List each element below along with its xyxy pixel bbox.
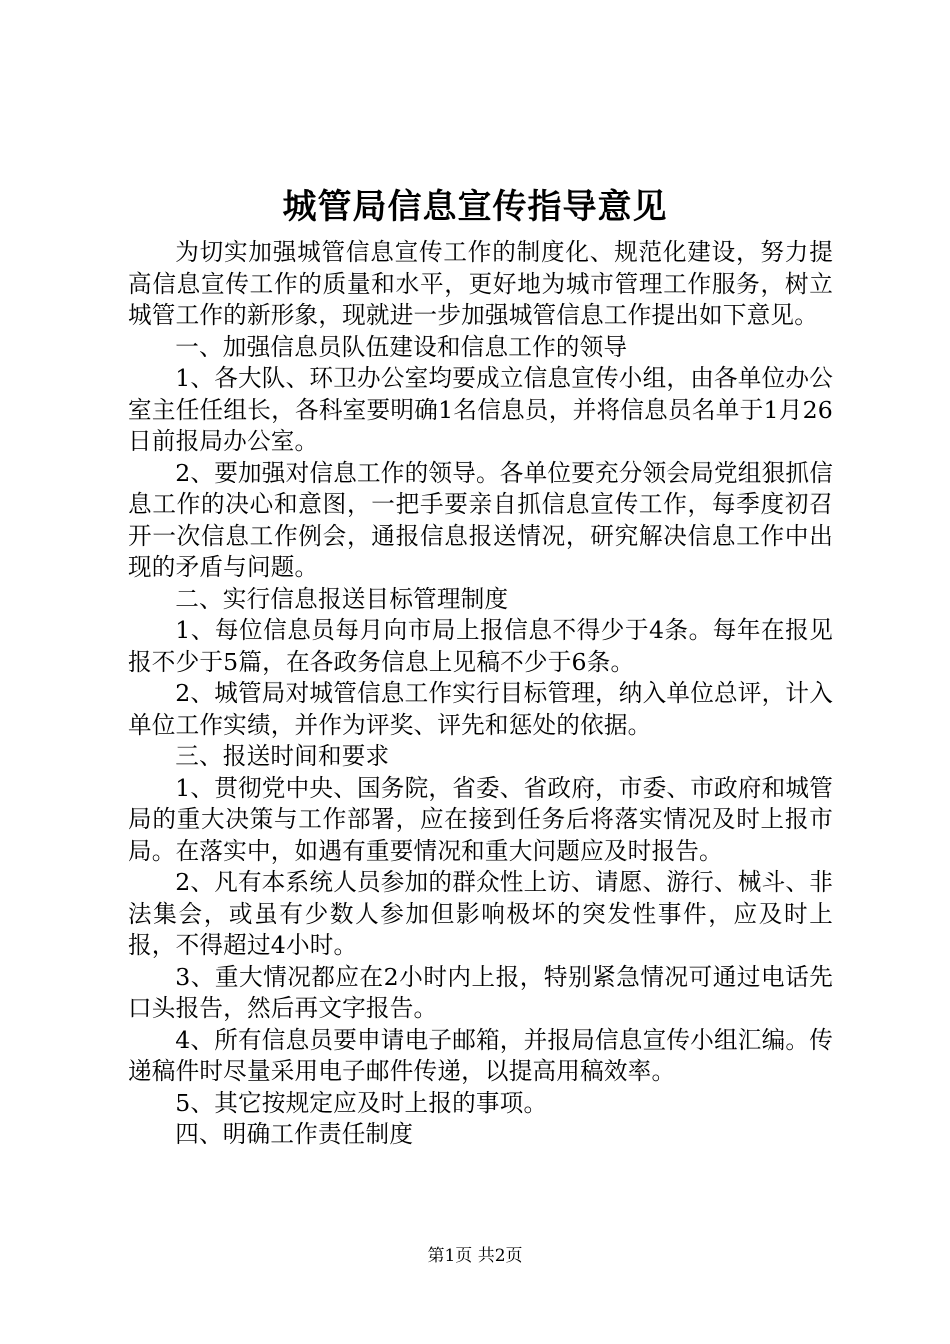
document-body — [128, 237, 833, 1151]
paragraph-intro: 为切实加强城管信息宣传工作的制度化、规范化建设，努力提高信息宣传工作的质量和水平，更好地为城市管理工作服务，树立城管工作的新形象，现就进一步加强城管信息工作提出如下意见。 — [128, 238, 833, 329]
section-heading-2: 二、实行信息报送目标管理制度 — [175, 584, 509, 613]
paragraph-3-3: 3、重大情况都应在2小时内上报，特别紧急情况可通过电话先口头报告，然后再文字报告。 — [128, 962, 833, 1022]
section-heading-4: 四、明确工作责任制度 — [175, 1120, 414, 1148]
section-heading-1: 一、加强信息员队伍建设和信息工作的领导 — [175, 332, 628, 361]
section-heading-3: 三、报送时间和要求 — [175, 742, 390, 770]
page-footer: 第1页 共2页 — [427, 1246, 523, 1266]
paragraph-3-5: 5、其它按规定应及时上报的事项。 — [175, 1088, 548, 1117]
paragraph-2-2: 2、城管局对城管信息工作实行目标管理，纳入单位总评，计入单位工作实绩，并作为评奖、评先和惩处的依据。 — [128, 679, 833, 739]
paragraph-3-2: 2、凡有本系统人员参加的群众性上访、请愿、游行、械斗、非法集会，或虽有少数人参加但影响极坏的突发性事件，应及时上报，不得超过4小时。 — [128, 868, 833, 959]
paragraph-1-1: 1、各大队、环卫办公室均要成立信息宣传小组，由各单位办公室主任任组长，各科室要明确1名信息员，并将信息员名单于1月26日前报局办公室。 — [128, 364, 833, 455]
document-title: 城管局信息宣传指导意见 — [282, 187, 668, 227]
paragraph-2-1: 1、每位信息员每月向市局上报信息不得少于4条。每年在报见报不少于5篇，在各政务信息上见稿不少于6条。 — [128, 616, 833, 676]
paragraph-3-1: 1、贯彻党中央、国务院，省委、省政府，市委、市政府和城管局的重大决策与工作部署，应在接到任务后将落实情况及时上报市局。在落实中，如遇有重要情况和重大问题应及时报告。 — [128, 773, 833, 865]
paragraph-3-4: 4、所有信息员要申请电子邮箱，并报局信息宣传小组汇编。传递稿件时尽量采用电子邮件传递，以提高用稿效率。 — [128, 1025, 833, 1085]
paragraph-1-2: 2、要加强对信息工作的领导。各单位要充分领会局党组狠抓信息工作的决心和意图，一把手要亲自抓信息宣传工作，每季度初召开一次信息工作例会，通报信息报送情况，研究解决信息工作中出现的矛盾与问题。 — [128, 458, 833, 581]
